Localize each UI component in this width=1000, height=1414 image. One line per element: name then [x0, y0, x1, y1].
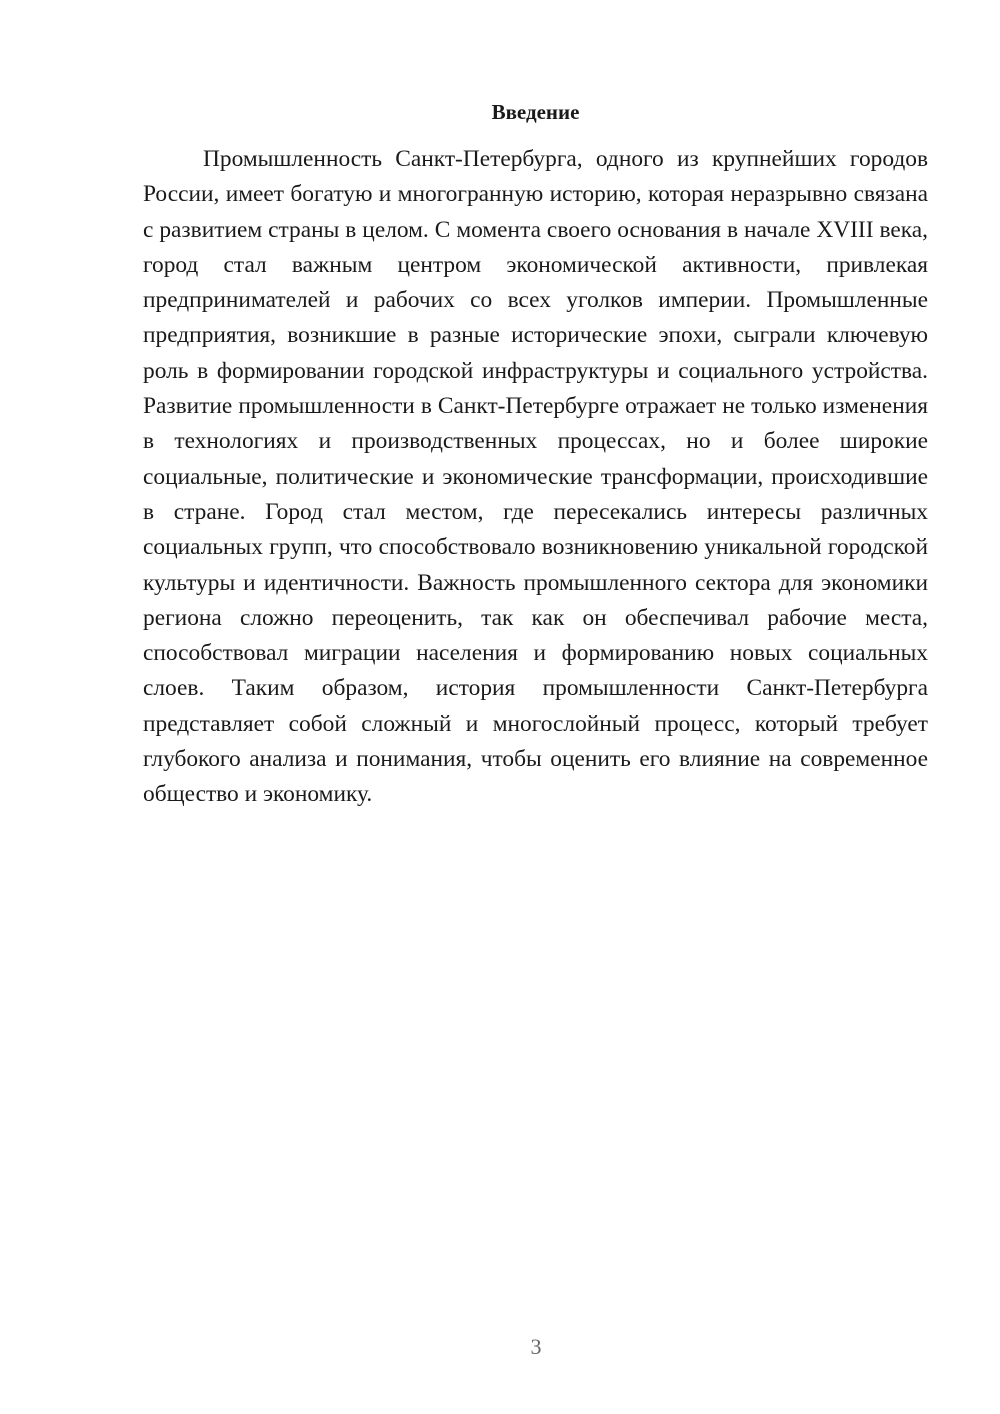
body-paragraph: Промышленность Санкт-Петербурга, одного из крупнейших городов России, имеет богатую и многогранную историю, которая неразрывно связана с развитием страны в целом. С момента своего основания в начале XVIII века, город стал важным центром экономической активности, привлекая предпринимателей и рабочих со всех уголков империи. Промышленные предприятия, возникшие в разные исторические эпохи, сыграли ключевую роль в формировании городской инфраструктуры и социального устройства. Развитие промышленности в Санкт-Петербурге отражает не только изменения в технологиях и производственных процессах, но и более широкие социальные, политические и экономические трансформации, происходившие в стране. Город стал местом, где пересекались интересы различных социальных групп, что способствовало возникновению уникальной городской культуры и идентичности. Важность промышленного сектора для экономики региона сложно переоценить, так как он обеспечивал рабочие места, способствовал миграции населения и формированию новых социальных слоев. Таким образом, история промышленности Санкт-Петербурга представляет собой сложный и многослойный процесс, который требует глубокого анализа и понимания, чтобы оценить его влияние на современное общество и экономику. [143, 146, 928, 808]
page-number: 3 [530, 1334, 542, 1359]
section-heading: Введение [491, 100, 580, 124]
